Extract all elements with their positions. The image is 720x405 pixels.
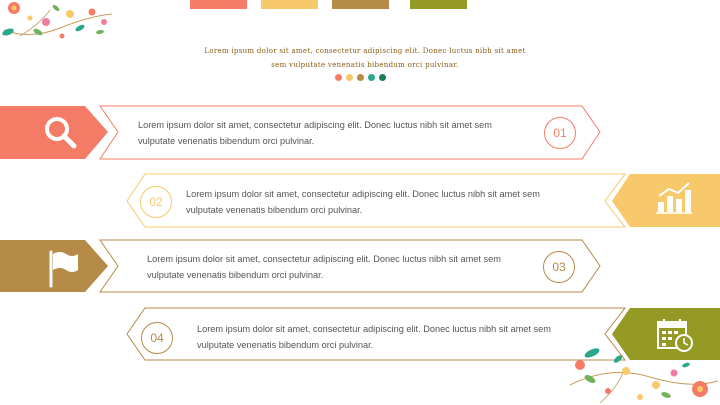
row4-number: 04 — [141, 322, 173, 354]
row1-number: 01 — [544, 117, 576, 149]
row2-number: 02 — [140, 186, 172, 218]
row4-text: Lorem ipsum dolor sit amet, consectetur adipiscing elit. Donec luctus nibh sit amet sem vulputate venenatis bibendum orci pulvinar. — [197, 324, 551, 350]
flag-icon — [46, 248, 82, 288]
bar-chart-icon — [654, 180, 694, 216]
row1-text: Lorem ipsum dolor sit amet, consectetur adipiscing elit. Donec luctus nibh sit amet sem vulputate venenatis bibendum orci pulvinar. — [138, 120, 492, 146]
search-icon — [42, 114, 78, 150]
row2-text: Lorem ipsum dolor sit amet, consectetur adipiscing elit. Donec luctus nibh sit amet sem vulputate venenatis bibendum orci pulvinar. — [186, 189, 540, 215]
header-subtitle: Lorem ipsum dolor sit amet, consectetur adipiscing elit. Donec luctus nibh sit amet sem vulputate venenatis bibendum orci pulvinar. — [204, 47, 526, 69]
row3-text: Lorem ipsum dolor sit amet, consectetur adipiscing elit. Donec luctus nibh sit amet sem vulputate venenatis bibendum orci pulvinar. — [147, 254, 501, 280]
floral-decoration-bottom-right — [560, 345, 720, 405]
row3-number: 03 — [543, 251, 575, 283]
